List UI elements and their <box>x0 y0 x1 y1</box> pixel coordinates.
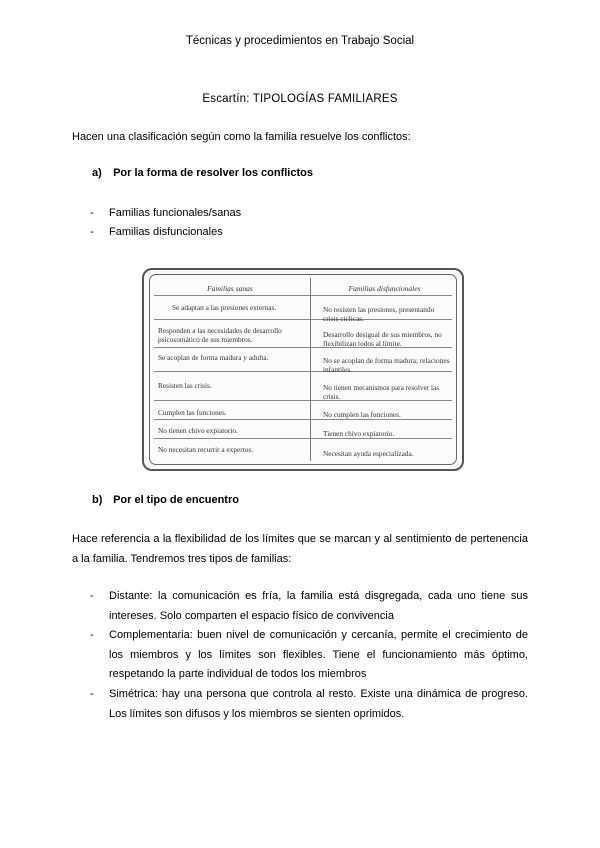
heading-b-text: Por el tipo de encuentro <box>113 494 239 506</box>
heading-b <box>92 494 239 506</box>
table-cell: No se acoplan de forma madura; relaciones infantiles. <box>323 356 450 374</box>
heading-b-label: b) <box>92 494 103 506</box>
table-cell: No resisten las presiones, presentando crisis cíclicas. <box>323 305 435 323</box>
families-comparison-table <box>142 268 464 471</box>
intro-paragraph: Hacen una clasificación según como la familia resuelve los conflictos: <box>72 131 411 143</box>
list-item-text: Distante: la comunicación es fría, la familia está disgregada, cada uno tiene sus intereses. Solo comparten el espacio físico de convivencia <box>109 590 528 622</box>
table-cell: Responden a las necesidades de desarrollo psicosomático de sus miembros. <box>158 326 282 344</box>
heading-a <box>92 167 313 179</box>
table-cell: No cumplen las funciones. <box>323 410 401 419</box>
table-cell: Resisten las crisis. <box>158 381 212 390</box>
list-item-text: Familias funcionales/sanas <box>109 207 242 219</box>
table-cell: Cumplen las funciones. <box>158 408 227 417</box>
bullet-dash: - <box>90 207 94 219</box>
row-divider <box>154 295 452 296</box>
list-item-text: Complementaria: buen nivel de comunicación y cercanía, permite el crecimiento de los miembros y los límites son flexibles. Tiene el funcionamiento más óptimo, respetando la parte individual de todos los miembros <box>109 629 528 680</box>
bullet-dash: - <box>90 226 94 238</box>
list-item <box>90 685 528 724</box>
column-header: Familias disfuncionales <box>348 284 421 293</box>
running-header: Técnicas y procedimientos en Trabajo Social <box>185 35 415 47</box>
bullet-dash: - <box>90 688 94 700</box>
row-divider <box>154 438 452 439</box>
section-title: Escartín: TIPOLOGÍAS FAMILIARES <box>202 93 398 105</box>
heading-a-label: a) <box>92 167 102 179</box>
list-item <box>90 587 528 626</box>
list-item <box>90 223 528 243</box>
table-cell: Tienen chivo expiatorio. <box>323 429 395 438</box>
bullet-dash: - <box>90 590 94 602</box>
list-item <box>90 626 528 685</box>
table-cell: Desarrollo desigual de sus miembros, no flexibilizan todos al límite. <box>323 330 442 348</box>
row-divider <box>154 419 452 420</box>
table-cell: No tienen chivo expiatorio. <box>158 426 238 435</box>
table-cell: No tienen mecanismos para resolver las crisis. <box>323 383 440 401</box>
table-cell: Se acoplan de forma madura y adulta. <box>158 353 269 362</box>
bullet-dash: - <box>90 629 94 641</box>
table-cell: Necesitan ayuda especializada. <box>323 449 414 458</box>
list-item-text: Familias disfuncionales <box>109 226 223 238</box>
table-cell: No necesitan recurrir a expertos. <box>158 445 254 454</box>
paragraph-b: Hace referencia a la flexibilidad de los límites que se marcan y al sentimiento de pertenencia a la familia. Tendremos tres tipos de familias: <box>72 533 528 565</box>
list-item <box>90 204 528 224</box>
table-frame <box>149 274 457 465</box>
heading-a-text: Por la forma de resolver los conflictos <box>113 167 313 179</box>
table-cell: Se adaptan a las presiones externas. <box>172 303 277 312</box>
list-item-text: Simétrica: hay una persona que controla al resto. Existe una dinámica de progreso. Los límites son difusos y los miembros se sienten oprimidos. <box>109 688 528 720</box>
column-header: Familias sanas <box>207 284 253 293</box>
